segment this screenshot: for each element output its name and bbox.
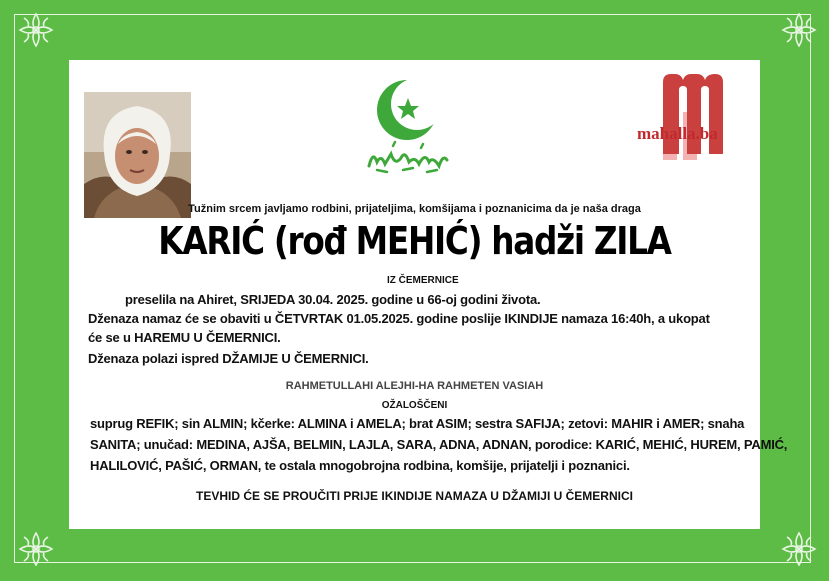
notice-panel: [69, 60, 788, 529]
deceased-name: KARIĆ (rođ MEHIĆ) hadži ZILA: [158, 219, 671, 263]
crescent-star-icon: [357, 70, 457, 180]
mahalla-logo-icon: [635, 72, 745, 162]
mourners-line: SANITA; unučad: MEDINA, AJŠA, BELMIN, LAJLA, SARA, ADNA, ADNAN, porodice: KARIĆ, MEHIĆ, HUREM, PAMIĆ,: [90, 437, 788, 452]
corner-ornament-icon: [779, 529, 819, 569]
mourners-line: suprug REFIK; sin ALMIN; kčerke: ALMINA i AMELA; brat ASIM; sestra SAFIJA; zetovi: MAHIR i AMER; snaha: [90, 416, 745, 431]
origin-text: IZ ČEMERNICE: [387, 275, 459, 286]
passing-text: preselila na Ahiret, SRIJEDA 30.04. 2025. godine u 66-oj godini života.: [125, 292, 541, 307]
corner-ornament-icon: [779, 10, 819, 50]
logo-wordmark[interactable]: mahalla.ba: [637, 124, 718, 143]
funeral-prayer-text: Dženaza namaz će se obaviti u ČETVRTAK 01.05.2025. godine poslije IKINDIJE namaza 16:40h, a ukopat: [88, 311, 710, 326]
burial-place-text: će se u HAREMU U ČEMERNICI.: [88, 330, 281, 345]
mourners-line: HALILOVIĆ, PAŠIĆ, ORMAN, te ostala mnogobrojna rodbina, komšije, prijatelji i poznanici.: [90, 458, 630, 473]
corner-ornament-icon: [16, 10, 56, 50]
prayer-text: RAHMETULLAHI ALEJHI-HA RAHMETEN VASIAH: [285, 380, 544, 392]
corner-ornament-icon: [16, 529, 56, 569]
portrait-photo: [84, 92, 191, 218]
procession-text: Dženaza polazi ispred DŽAMIJE U ČEMERNICI.: [88, 351, 369, 366]
intro-text: Tužnim srcem javljamo rodbini, prijateljima, komšijama i poznanicima da je naša draga: [188, 203, 641, 215]
tevhid-text: TEVHID ĆE SE PROUČITI PRIJE IKINDIJE NAMAZA U DŽAMIJI U ČEMERNICI: [196, 489, 633, 503]
mourners-heading: OŽALOŠČENI: [381, 400, 448, 411]
